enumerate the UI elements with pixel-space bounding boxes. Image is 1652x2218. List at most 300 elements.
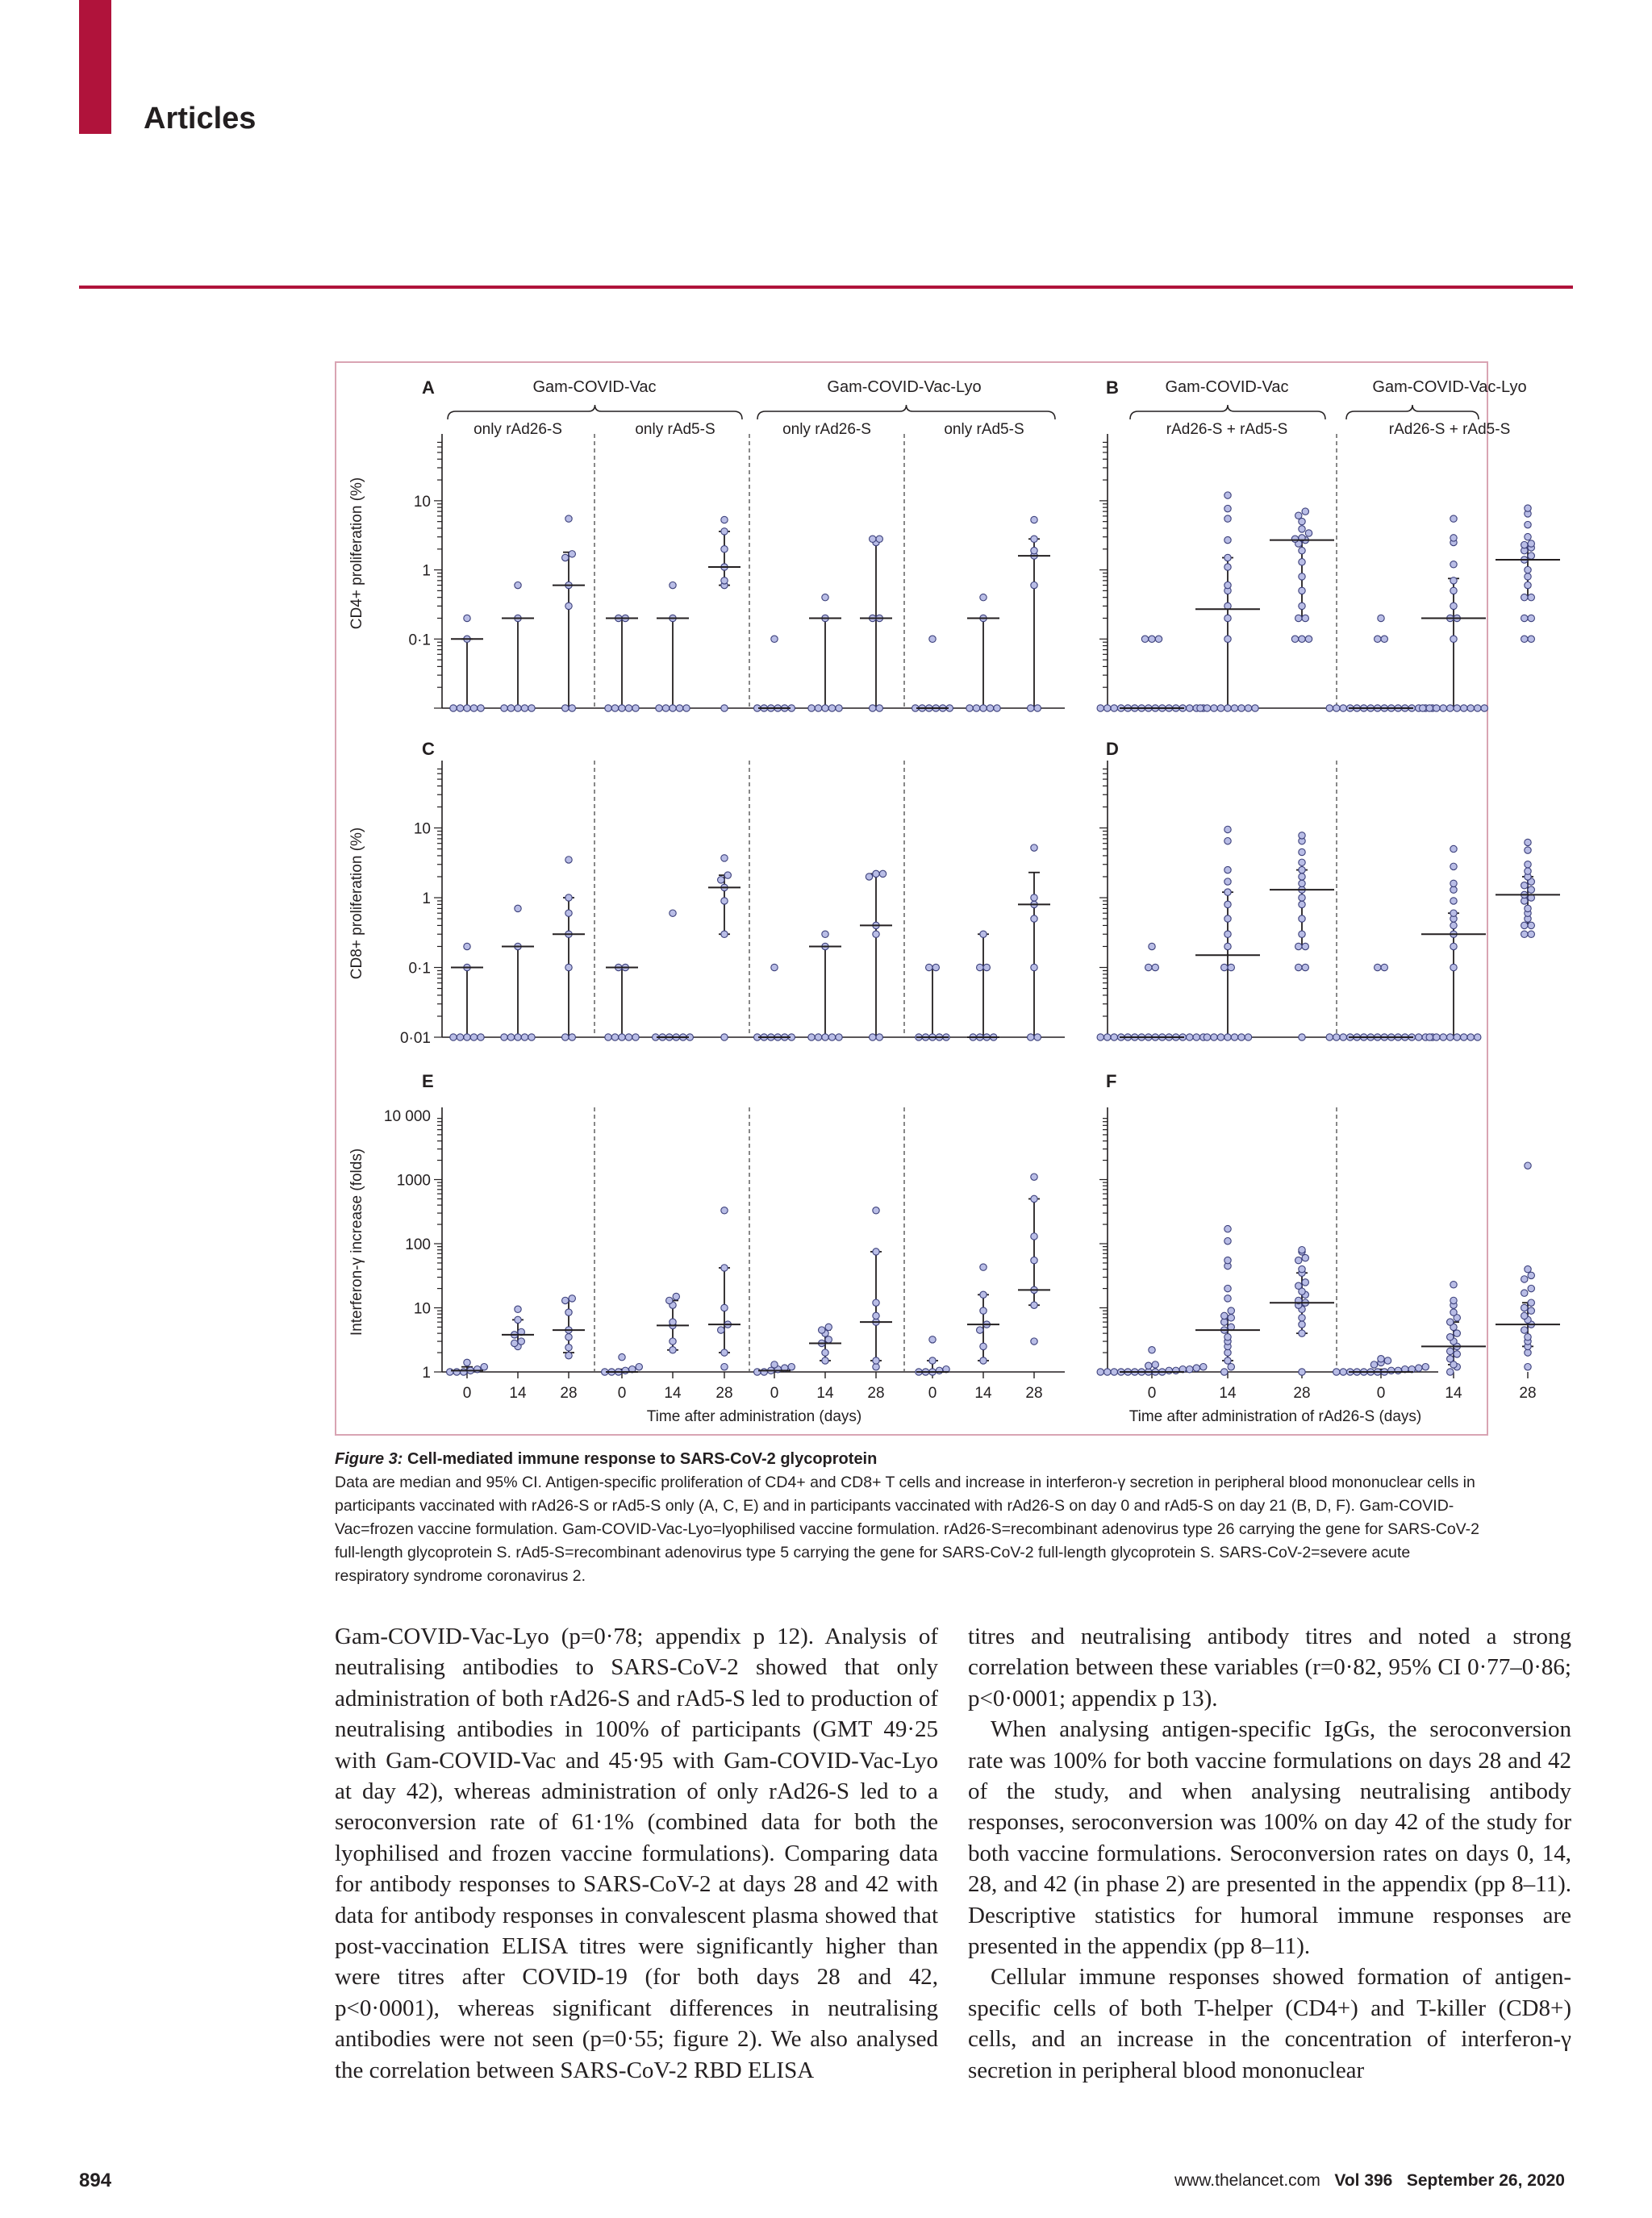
panel-label: C <box>422 739 435 759</box>
data-point <box>521 705 528 711</box>
data-point <box>815 705 821 711</box>
x-tick-label: 0 <box>1147 1385 1157 1402</box>
data-point <box>788 1364 795 1370</box>
y-axis-label: CD4+ proliferation (%) <box>348 477 365 630</box>
data-point <box>1528 931 1534 937</box>
data-point <box>1528 615 1534 621</box>
data-point <box>1031 547 1037 553</box>
data-point <box>1299 1265 1305 1272</box>
data-point <box>1378 1356 1384 1362</box>
data-point <box>515 905 521 911</box>
data-point <box>1155 636 1162 642</box>
data-point <box>1420 705 1426 711</box>
data-point <box>478 705 484 711</box>
data-point <box>808 1034 815 1040</box>
data-point <box>1034 1034 1041 1040</box>
data-point <box>565 602 572 609</box>
data-point <box>569 705 575 711</box>
group-header: Gam-COVID-Vac <box>1165 378 1289 396</box>
data-point <box>1224 564 1231 570</box>
data-point <box>464 1034 470 1040</box>
data-point <box>1521 1276 1528 1282</box>
data-point <box>1528 1285 1534 1291</box>
data-point <box>721 1265 728 1271</box>
data-point <box>873 1357 879 1364</box>
data-point <box>1097 1369 1103 1375</box>
data-point <box>1217 1034 1224 1040</box>
data-point <box>1447 1334 1454 1340</box>
data-point <box>1302 1279 1308 1286</box>
data-point <box>1187 1366 1193 1373</box>
data-point <box>507 705 514 711</box>
data-point <box>1217 705 1224 711</box>
data-point <box>822 931 828 937</box>
data-point <box>515 1316 521 1323</box>
data-point <box>1295 1282 1302 1289</box>
data-point <box>876 705 882 711</box>
data-point <box>1299 832 1305 839</box>
x-tick-label: 28 <box>715 1385 733 1402</box>
data-point <box>670 1338 676 1345</box>
data-point <box>1525 582 1531 588</box>
data-point <box>1149 1347 1155 1353</box>
data-point <box>1450 863 1457 869</box>
data-point <box>980 1357 987 1364</box>
data-point <box>980 1291 987 1298</box>
data-point <box>822 705 828 711</box>
data-point <box>670 582 676 588</box>
data-point <box>1528 886 1534 893</box>
data-point <box>1204 1034 1210 1040</box>
data-point <box>1031 536 1037 542</box>
data-point <box>1224 1225 1231 1232</box>
data-point <box>1166 1367 1172 1374</box>
data-point <box>1228 1315 1234 1321</box>
data-point <box>980 931 987 937</box>
data-point <box>1525 861 1531 868</box>
data-point <box>828 1034 835 1040</box>
data-point <box>565 857 572 863</box>
data-point <box>1031 1302 1037 1308</box>
data-point <box>1295 1257 1302 1263</box>
data-point <box>1340 1034 1346 1040</box>
data-point <box>870 536 876 542</box>
data-point <box>518 1338 524 1345</box>
data-point <box>1528 594 1534 600</box>
data-point <box>1454 1351 1460 1357</box>
panel-label: D <box>1106 739 1119 759</box>
footer-date: September 26, 2020 <box>1406 2171 1565 2190</box>
data-point <box>1525 573 1531 580</box>
data-point <box>1228 964 1234 970</box>
data-point <box>926 964 932 970</box>
x-tick-label: 28 <box>560 1385 578 1402</box>
data-point <box>929 636 936 642</box>
x-tick-label: 28 <box>1025 1385 1043 1402</box>
data-point <box>1333 1369 1340 1375</box>
data-point <box>1173 1367 1179 1374</box>
data-point <box>1525 1162 1531 1169</box>
data-point <box>670 1319 676 1325</box>
data-point <box>1028 1034 1034 1040</box>
data-point <box>1228 1307 1234 1314</box>
data-point <box>870 705 876 711</box>
data-point <box>1450 1297 1457 1303</box>
data-point <box>1450 880 1457 886</box>
data-point <box>569 551 575 557</box>
y-tick-label: 100 <box>405 1236 431 1253</box>
page-number: 894 <box>79 2170 112 2191</box>
data-point <box>1224 1034 1231 1040</box>
data-point <box>1299 587 1305 594</box>
data-point <box>1525 566 1531 573</box>
data-point <box>464 705 470 711</box>
data-point <box>1295 615 1302 621</box>
data-point <box>1454 705 1460 711</box>
data-point <box>562 1297 569 1303</box>
data-point <box>1450 561 1457 568</box>
data-point <box>1467 1034 1474 1040</box>
data-point <box>1333 705 1340 711</box>
data-point <box>1224 1357 1231 1364</box>
data-point <box>562 1034 569 1040</box>
data-point <box>1525 1334 1531 1340</box>
data-point <box>1111 1369 1117 1375</box>
y-tick-label: 0·1 <box>408 632 431 649</box>
data-point <box>822 1034 828 1040</box>
data-point <box>1295 512 1302 519</box>
data-point <box>1097 1034 1103 1040</box>
data-point <box>1224 889 1231 895</box>
data-point <box>1224 636 1231 642</box>
data-point <box>825 1324 832 1330</box>
data-point <box>662 705 669 711</box>
data-point <box>464 943 470 949</box>
data-point <box>873 1249 879 1255</box>
data-point <box>528 705 535 711</box>
data-point <box>718 1327 724 1333</box>
footer-site: www.thelancet.com <box>1174 2171 1320 2190</box>
data-point <box>1224 1238 1231 1244</box>
y-tick-label: 1 <box>422 562 431 580</box>
data-point <box>1454 1330 1460 1336</box>
data-point <box>562 705 569 711</box>
data-point <box>1450 886 1457 893</box>
data-point <box>619 1034 625 1040</box>
data-point <box>1528 922 1534 928</box>
data-point <box>1245 1034 1251 1040</box>
section-heading: Articles <box>144 102 257 135</box>
data-point <box>1447 1369 1454 1375</box>
data-point <box>481 1364 487 1370</box>
data-point <box>1450 910 1457 916</box>
data-point <box>521 1034 528 1040</box>
group-brace <box>1130 405 1325 419</box>
data-point <box>876 1034 882 1040</box>
data-point <box>1525 1265 1531 1272</box>
data-point <box>980 1307 987 1314</box>
body-column-right <box>968 1621 1571 2086</box>
data-point <box>1525 1364 1531 1370</box>
data-point <box>528 1034 535 1040</box>
y-tick-label: 10 <box>413 1300 431 1318</box>
data-point <box>1224 505 1231 511</box>
data-point <box>1104 1034 1111 1040</box>
data-point <box>1333 1034 1340 1040</box>
data-point <box>1224 901 1231 907</box>
data-point <box>1422 1364 1429 1370</box>
data-point <box>1299 866 1305 873</box>
data-point <box>1224 515 1231 522</box>
data-point <box>980 1343 987 1349</box>
data-point <box>873 1207 879 1214</box>
data-point <box>1378 615 1384 621</box>
data-point <box>632 1034 639 1040</box>
data-point <box>1395 1367 1401 1374</box>
data-point <box>1034 705 1041 711</box>
data-point <box>873 931 879 937</box>
data-point <box>822 1349 828 1356</box>
data-point <box>1145 1362 1152 1369</box>
y-tick-label: 1 <box>422 1365 431 1382</box>
data-point <box>836 1034 842 1040</box>
data-point <box>1252 705 1258 711</box>
data-point <box>873 1364 879 1370</box>
x-tick-label: 28 <box>1293 1385 1311 1402</box>
data-point <box>1299 1369 1305 1375</box>
x-tick-label: 14 <box>1445 1385 1462 1402</box>
x-tick-label: 14 <box>974 1385 992 1402</box>
data-point <box>450 705 457 711</box>
data-point <box>1461 705 1467 711</box>
data-point <box>1426 1034 1433 1040</box>
y-tick-label: 0·1 <box>408 960 431 978</box>
data-point <box>656 705 662 711</box>
data-point <box>808 705 815 711</box>
data-point <box>1528 1272 1534 1278</box>
body-paragraph: titres and neutralising antibody titres and noted a strong correlation between these variables (r=0·82, 95% CI 0·77–0·86; p<0·0001; appendix p 13). <box>968 1624 1571 1711</box>
data-point <box>1521 594 1528 600</box>
data-point <box>683 705 690 711</box>
data-point <box>1375 964 1381 970</box>
data-point <box>611 1034 618 1040</box>
x-axis-label: Time after administration of rAd26-S (days) <box>1128 1408 1422 1425</box>
data-point <box>1111 1034 1117 1040</box>
body-column-left <box>335 1621 938 2086</box>
data-point <box>625 1034 632 1040</box>
data-point <box>1224 1349 1231 1356</box>
data-point <box>1299 1247 1305 1253</box>
y-tick-label: 10 <box>413 820 431 838</box>
x-tick-label: 28 <box>867 1385 885 1402</box>
data-point <box>721 855 728 861</box>
data-point <box>822 1357 828 1364</box>
data-point <box>1447 705 1454 711</box>
data-point <box>1031 1233 1037 1240</box>
data-point <box>1299 636 1305 642</box>
data-point <box>1525 505 1531 511</box>
y-axis-label: Interferon-γ increase (folds) <box>348 1148 365 1336</box>
data-point <box>565 1334 572 1340</box>
data-point <box>1340 705 1346 711</box>
data-point <box>1224 943 1231 949</box>
panel-label: F <box>1106 1071 1117 1091</box>
data-point <box>1454 1034 1460 1040</box>
group-brace <box>1346 405 1479 419</box>
data-point <box>1299 559 1305 565</box>
data-point <box>980 1264 987 1270</box>
data-point <box>1521 615 1528 621</box>
data-point <box>1450 922 1457 928</box>
data-point <box>565 964 572 970</box>
data-point <box>1031 1257 1037 1263</box>
data-point <box>1299 602 1305 609</box>
data-point <box>565 894 572 901</box>
x-tick-label: 0 <box>928 1385 937 1402</box>
data-point <box>1224 536 1231 543</box>
data-point <box>1450 535 1457 541</box>
data-point <box>636 1364 642 1370</box>
data-point <box>721 516 728 523</box>
data-point <box>464 615 470 621</box>
data-point <box>457 1034 463 1040</box>
data-point <box>1521 541 1528 548</box>
data-point <box>870 1034 876 1040</box>
data-point <box>1291 536 1298 542</box>
group-brace <box>448 405 742 419</box>
data-point <box>1450 515 1457 522</box>
data-point <box>1450 1309 1457 1315</box>
data-point <box>819 1327 825 1333</box>
data-point <box>1295 964 1302 970</box>
data-point <box>565 1345 572 1351</box>
data-point <box>1525 905 1531 911</box>
data-point <box>836 705 842 711</box>
header-rule <box>79 286 1573 289</box>
data-point <box>1031 516 1037 523</box>
data-point <box>1433 705 1440 711</box>
data-point <box>1447 1348 1454 1354</box>
x-tick-label: 0 <box>617 1385 627 1402</box>
data-point <box>1224 1295 1231 1302</box>
data-point <box>815 1034 821 1040</box>
data-point <box>1197 705 1204 711</box>
subgroup-header: rAd26-S + rAd5-S <box>1166 421 1288 438</box>
data-point <box>1145 964 1152 970</box>
body-paragraph: When analysing antigen-specific IgGs, the seroconversion rate was 100% for both vaccine formulations on days 28 and 42 of the study, and when analysing neutralising antibody responses, seroconversion was 100% on day 42 of the study for both vaccine formulations. Seroconversion rates on days 0, 14, 28, and 42 (in phase 2) are presented in the appendix (pp 8–11). Descriptive statistics for humoral immune responses are presented in the appendix (pp 8–11). <box>968 1716 1571 1960</box>
data-point <box>987 705 993 711</box>
data-point <box>1381 964 1387 970</box>
data-point <box>1224 931 1231 937</box>
data-point <box>1224 826 1231 832</box>
data-point <box>1031 1338 1037 1345</box>
data-point <box>1104 1369 1111 1375</box>
data-point <box>1521 1290 1528 1296</box>
data-point <box>1416 1034 1422 1040</box>
footer-volume: Vol 396 <box>1334 2171 1393 2190</box>
data-point <box>1224 1285 1231 1291</box>
data-point <box>1031 915 1037 922</box>
y-tick-label: 10 <box>413 493 431 511</box>
data-point <box>622 1367 628 1374</box>
x-tick-label: 0 <box>462 1385 472 1402</box>
data-point <box>1211 705 1217 711</box>
data-point <box>1224 1257 1231 1263</box>
data-point <box>1299 894 1305 901</box>
data-point <box>1228 1364 1234 1370</box>
data-point <box>632 705 639 711</box>
data-point <box>1031 1195 1037 1202</box>
data-point <box>1475 705 1481 711</box>
subgroup-header: only rAd5-S <box>635 421 715 438</box>
footer-citation <box>1174 2171 1565 2191</box>
data-point <box>515 1034 521 1040</box>
data-point <box>966 705 973 711</box>
caption-body: Data are median and 95% CI. Antigen-specific proliferation of CD4+ and CD8+ T cells and increase in interferon-γ secretion in peripheral blood mononuclear cells in participants vaccinated with rAd26-S or rAd5-S only (A, C, E) and in participants vaccinated with rAd26-S on day 0 and rAd5-S on day 21 (B, D, F). Gam-COVID-Vac=frozen vaccine formulation. Gam-COVID-Vac-Lyo=lyophilised vaccine formulation. rAd26-S=recombinant adenovirus type 26 carrying the gene for SARS-CoV-2 full-length glycoprotein S. rAd5-S=recombinant adenovirus type 5 carrying the gene for SARS-CoV-2 full-length glycoprotein S. SARS-CoV-2=severe acute respiratory syndrome coronavirus 2. <box>335 1474 1479 1585</box>
data-point <box>1521 1327 1528 1333</box>
data-point <box>771 636 778 642</box>
group-brace <box>757 405 1055 419</box>
data-point <box>980 705 987 711</box>
data-point <box>1381 636 1387 642</box>
data-point <box>1295 943 1302 949</box>
data-point <box>721 1349 728 1356</box>
data-point <box>1528 1299 1534 1306</box>
data-point <box>1299 547 1305 553</box>
data-point <box>1238 705 1245 711</box>
data-point <box>983 964 990 970</box>
data-point <box>515 1306 521 1312</box>
data-point <box>1475 1034 1481 1040</box>
data-point <box>1481 705 1487 711</box>
data-point <box>1525 839 1531 845</box>
data-point <box>1291 636 1298 642</box>
data-point <box>718 877 724 883</box>
data-point <box>1204 705 1210 711</box>
data-point <box>1224 915 1231 922</box>
data-point <box>1525 868 1531 874</box>
data-point <box>1224 615 1231 621</box>
data-point <box>1450 636 1457 642</box>
data-point <box>1521 882 1528 889</box>
section-color-bar <box>79 0 111 134</box>
data-point <box>515 705 521 711</box>
data-point <box>565 910 572 916</box>
data-point <box>1302 1254 1308 1261</box>
data-point <box>1104 705 1111 711</box>
data-point <box>825 1336 832 1343</box>
data-point <box>1433 1034 1440 1040</box>
data-point <box>1149 636 1155 642</box>
data-point <box>1461 1034 1467 1040</box>
panel-label: A <box>422 377 435 398</box>
data-point <box>666 1297 673 1303</box>
data-point <box>977 1327 983 1333</box>
data-point <box>1149 943 1155 949</box>
y-tick-label: 1000 <box>396 1172 431 1190</box>
data-point <box>478 1034 484 1040</box>
data-point <box>569 1034 575 1040</box>
data-point <box>1467 705 1474 711</box>
data-point <box>980 594 987 600</box>
data-point <box>1200 1364 1207 1370</box>
data-point <box>1238 1034 1245 1040</box>
data-point <box>932 964 939 970</box>
data-point <box>1152 964 1158 970</box>
data-point <box>1221 1369 1228 1375</box>
data-point <box>1299 1321 1305 1328</box>
data-point <box>1450 943 1457 949</box>
